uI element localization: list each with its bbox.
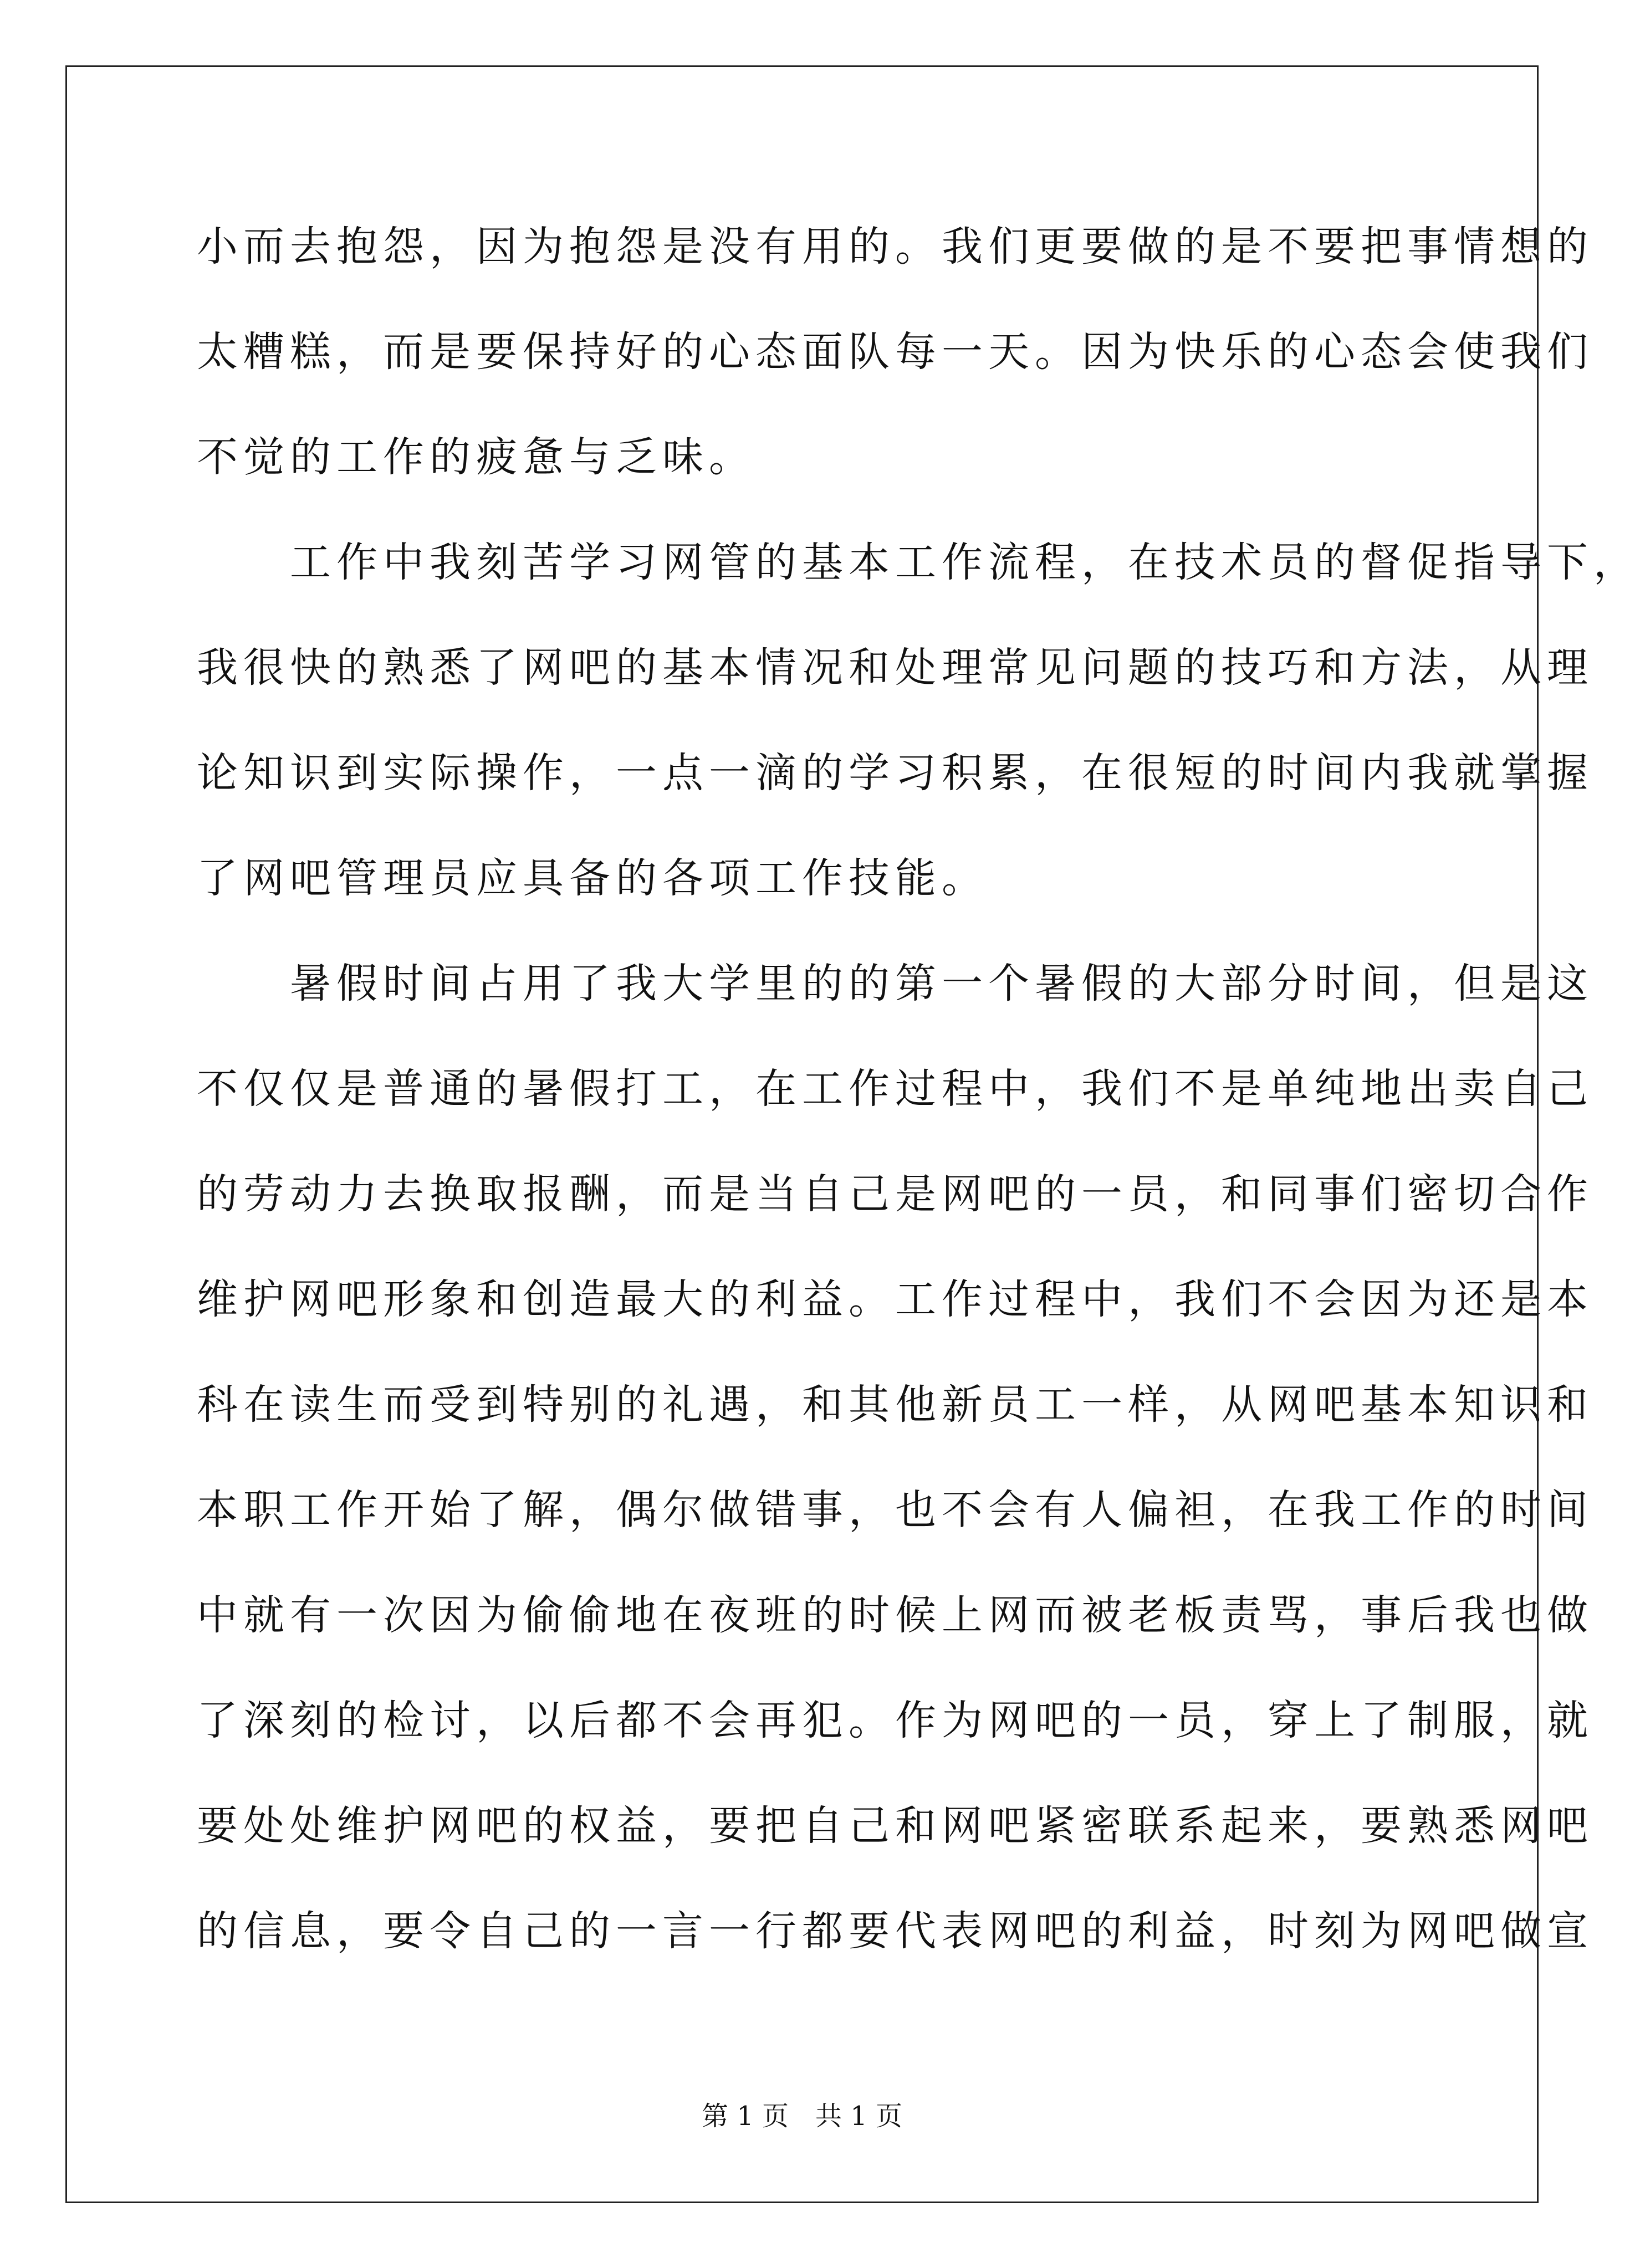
text-line: 论知识到实际操作，一点一滴的学习积累，在很短的时间内我就掌握: [197, 749, 1593, 797]
text-line: 的劳动力去换取报酬，而是当自己是网吧的一员，和同事们密切合作: [197, 1170, 1593, 1218]
text-line: 小而去抱怨，因为抱怨是没有用的。我们更要做的是不要把事情想的: [197, 223, 1593, 270]
text-line: 中就有一次因为偷偷地在夜班的时候上网而被老板责骂，事后我也做: [197, 1591, 1593, 1639]
text-line: 不仅仅是普通的暑假打工，在工作过程中，我们不是单纯地出卖自己: [197, 1065, 1593, 1113]
text-line: 暑假时间占用了我大学里的的第一个暑假的大部分时间，但是这: [197, 960, 1593, 1007]
text-line: 的信息，要令自己的一言一行都要代表网吧的利益，时刻为网吧做宣: [197, 1907, 1593, 1955]
text-line: 了网吧管理员应具备的各项工作技能。: [197, 854, 988, 902]
text-line: 不觉的工作的疲惫与乏味。: [197, 433, 755, 481]
page-number-footer: 第 1 页 共 1 页: [701, 2101, 903, 2132]
text-line: 了深刻的检讨，以后都不会再犯。作为网吧的一员，穿上了制服，就: [197, 1697, 1593, 1744]
text-line: 要处处维护网吧的权益，要把自己和网吧紧密联系起来，要熟悉网吧: [197, 1802, 1593, 1850]
text-line: 本职工作开始了解，偶尔做错事，也不会有人偏袒，在我工作的时间: [197, 1486, 1593, 1534]
document-body: [197, 216, 1640, 2006]
text-line: 维护网吧形象和创造最大的利益。工作过程中，我们不会因为还是本: [197, 1276, 1593, 1323]
text-line: 我很快的熟悉了网吧的基本情况和处理常见问题的技巧和方法，从理: [197, 644, 1593, 692]
text-line: 科在读生而受到特别的礼遇，和其他新员工一样，从网吧基本知识和: [197, 1381, 1593, 1429]
text-line: 工作中我刻苦学习网管的基本工作流程，在技术员的督促指导下，: [197, 539, 1640, 586]
text-line: 太糟糕，而是要保持好的心态面队每一天。因为快乐的心态会使我们: [197, 328, 1593, 376]
